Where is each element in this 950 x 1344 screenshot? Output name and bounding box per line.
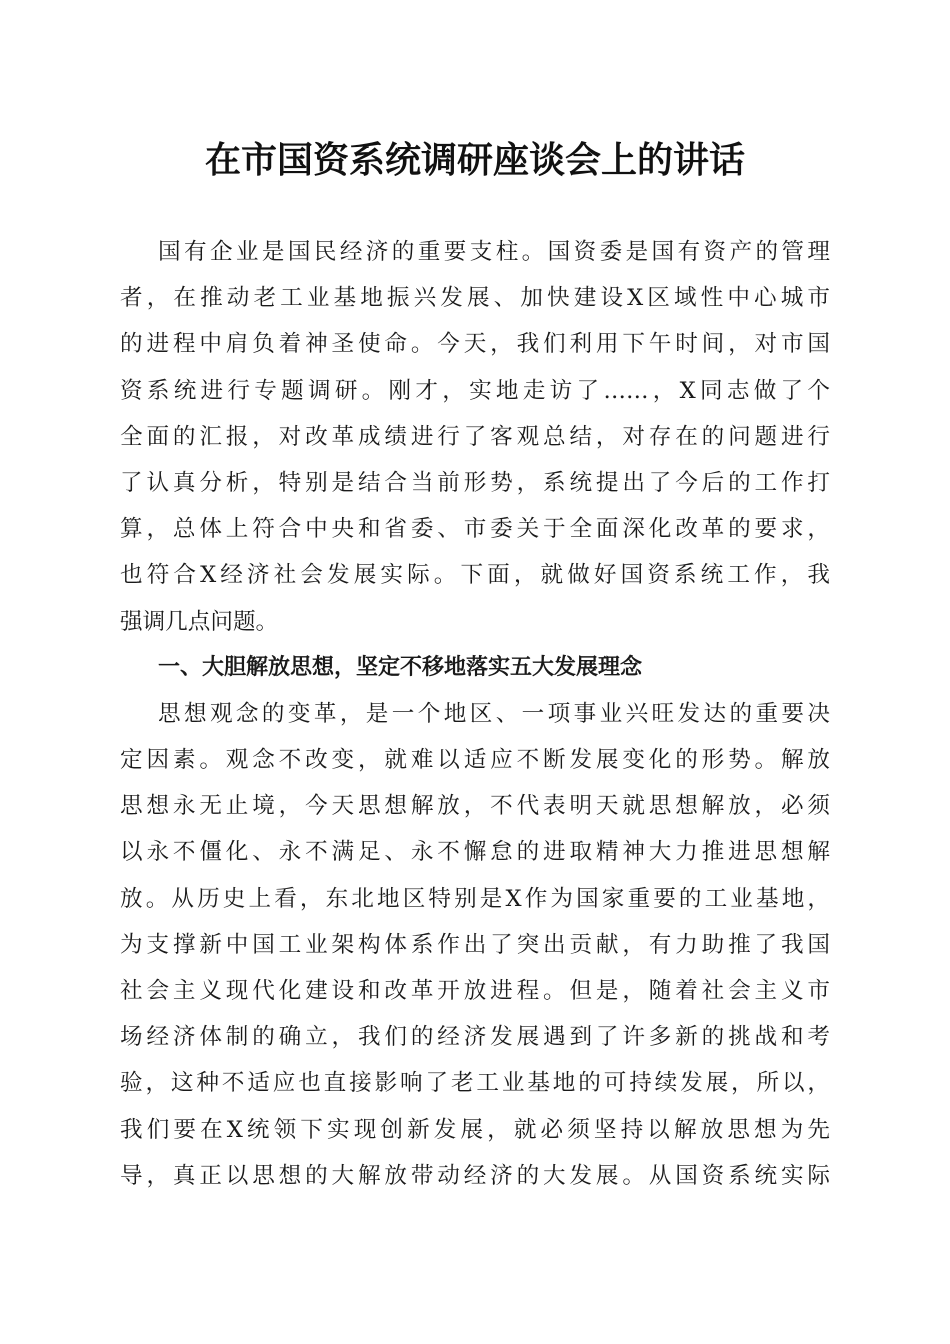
text-line: 思想观念的变革，是一个地区、一项事业兴旺发达的重要决 bbox=[158, 700, 830, 727]
text-line: 者，在推动老工业基地振兴发展、加快建设X区域性中心城市 bbox=[120, 285, 830, 312]
text-line: 也符合X经济社会发展实际。下面，就做好国资系统工作，我 bbox=[120, 562, 830, 589]
text-line: 我们要在X统领下实现创新发展，就必须坚持以解放思想为先 bbox=[120, 1116, 830, 1143]
document-body bbox=[120, 229, 830, 1199]
text-line: 验，这种不适应也直接影响了老工业基地的可持续发展，所以， bbox=[120, 1070, 830, 1097]
text-line: 为支撑新中国工业架构体系作出了突出贡献，有力助推了我国 bbox=[120, 931, 830, 958]
text-line: 放。从历史上看，东北地区特别是X作为国家重要的工业基地， bbox=[120, 885, 830, 912]
text-line: 全面的汇报，对改革成绩进行了客观总结，对存在的问题进行 bbox=[120, 423, 830, 450]
text-line: 强调几点问题。 bbox=[120, 608, 279, 635]
text-line: 了认真分析，特别是结合当前形势，系统提出了今后的工作打 bbox=[120, 469, 830, 496]
text-line: 导，真正以思想的大解放带动经济的大发展。从国资系统实际 bbox=[120, 1162, 830, 1189]
text-line: 场经济体制的确立，我们的经济发展遇到了许多新的挑战和考 bbox=[120, 1024, 830, 1051]
text-line: 的进程中肩负着神圣使命。今天，我们利用下午时间，对市国 bbox=[120, 331, 830, 358]
text-line: 资系统进行专题调研。刚才，实地走访了……，X同志做了个 bbox=[120, 377, 830, 404]
text-line: 以永不僵化、永不满足、永不懈怠的进取精神大力推进思想解 bbox=[120, 839, 830, 866]
text-line: 国有企业是国民经济的重要支柱。国资委是国有资产的管理 bbox=[158, 239, 830, 265]
document-title: 在市国资系统调研座谈会上的讲话 bbox=[204, 139, 745, 181]
text-line: 社会主义现代化建设和改革开放进程。但是，随着社会主义市 bbox=[120, 978, 830, 1004]
text-line: 思想永无止境，今天思想解放，不代表明天就思想解放，必须 bbox=[120, 793, 830, 820]
text-line: 定因素。观念不改变，就难以适应不断发展变化的形势。解放 bbox=[120, 747, 830, 774]
section-heading: 一、大胆解放思想，坚定不移地落实五大发展理念 bbox=[158, 654, 643, 680]
text-line: 算，总体上符合中央和省委、市委关于全面深化改革的要求， bbox=[120, 516, 830, 543]
